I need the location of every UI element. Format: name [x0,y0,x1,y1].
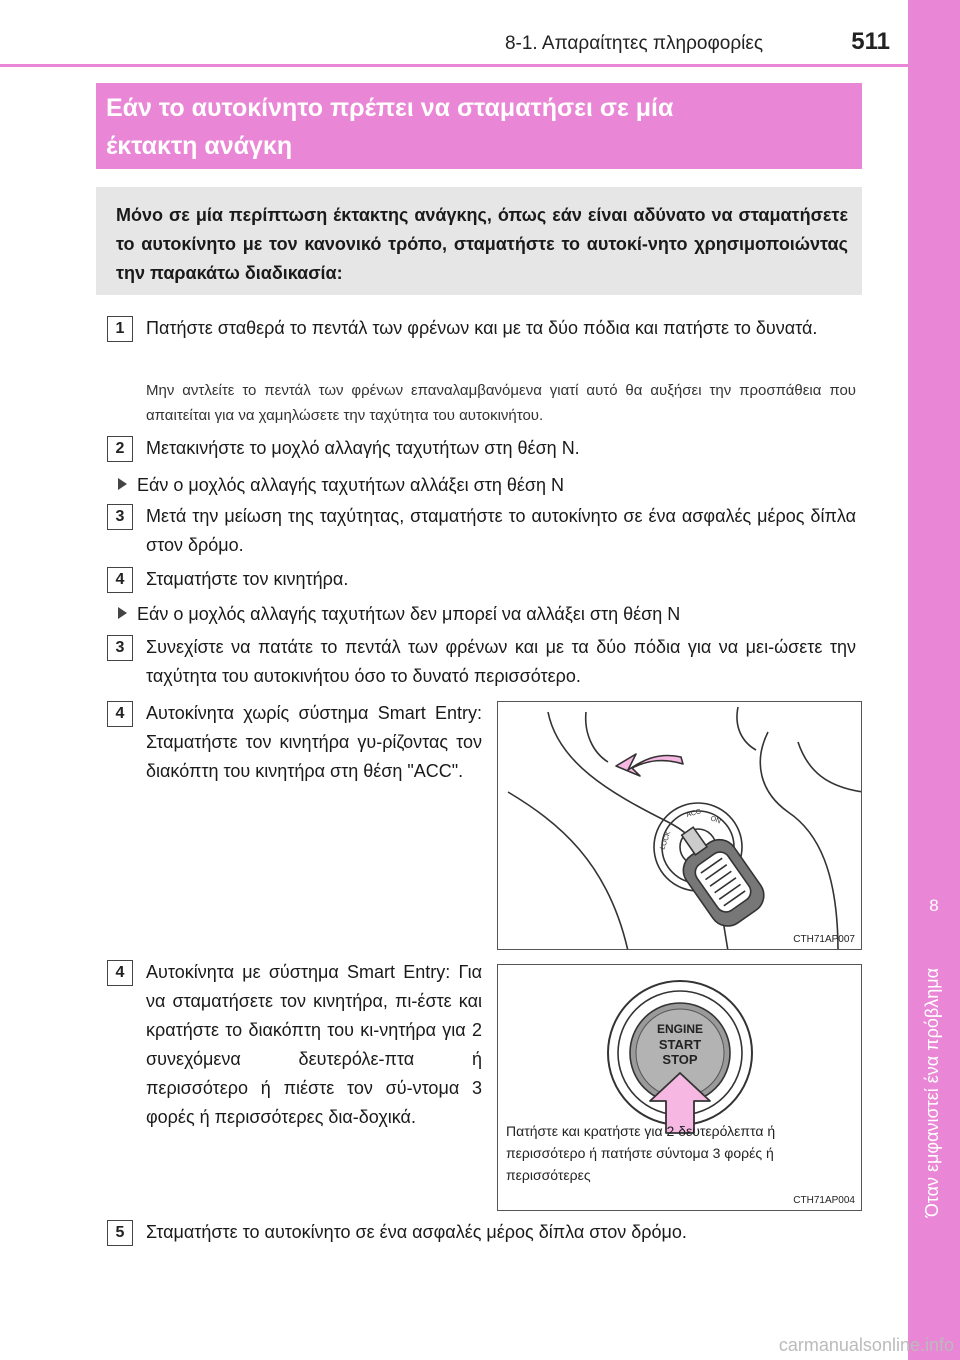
header-divider [0,64,908,67]
step-number: 2 [107,436,133,462]
condition-text: Εάν ο μοχλός αλλαγής ταχυτήτων δεν μπορεί να αλλάξει στη θέση N [137,604,681,624]
step-text: Σταματήστε το αυτοκίνητο σε ένα ασφαλές μέρος δίπλα στον δρόμο. [146,1222,687,1242]
triangle-bullet-icon [118,607,127,619]
section-title: 8-1. Απαραίτητες πληροφορίες [504,33,763,54]
step-text: Αυτοκίνητα χωρίς σύστημα Smart Entry: Σταματήστε τον κινητήρα γυ-ρίζοντας τον διακόπτη του κινητήρα στη θέση "ACC". [146,703,482,781]
rotate-arrow-icon [616,754,683,776]
chapter-title: Όταν εμφανιστεί ένα πρόβλημα [922,968,942,1218]
chapter-side-tab [908,0,960,1360]
step-text: Συνεχίστε να πατάτε το πεντάλ των φρένων και με τα δύο πόδια για να μει-ώσετε την ταχύτητα του αυτοκινήτου όσο το δυνατό περισσότερο. [146,637,856,686]
dial-label: ACC [685,808,702,819]
step-number: 4 [107,567,133,593]
dial-label: LOCK [659,830,673,851]
step-number: 3 [107,635,133,661]
intro-text: Μόνο σε μία περίπτωση έκτακτης ανάγκης, όπως εάν είναι αδύνατο να σταματήσετε το αυτοκίνητο με τον κανονικό τρόπο, σταματήστε το αυτοκί-νητο χρησιμοποιώντας την παρακάτω διαδικασία: [116,205,848,283]
page-header [0,0,908,64]
step-number: 5 [107,1220,133,1246]
page-title-line-2: έκτακτη ανάγκη [106,132,293,160]
step-text: Αυτοκίνητα με σύστημα Smart Entry: Για να σταματήσετε τον κινητήρα, πι-έστε και κρατήστε το διακόπτη του κι-νητήρα για 2 συνεχόμενα δευτερόλε-πτα ή περισσότερο ή πιέστε τον σύ-ντομα 3 φορές ή περισσότερες δια-δοχικά. [146,962,482,1127]
figure-caption: Πατήστε και κρατήστε για 2 δευτερόλεπτα ή περισσότερο ή πατήστε σύντομα 3 φορές ή περισσότερες [506,1123,776,1183]
engine-button-figure [497,964,862,1211]
condition-heading [118,471,856,500]
step-number: 4 [107,960,133,986]
page-number: 511 [851,28,890,55]
step-number: 4 [107,701,133,727]
step-number: 3 [107,504,133,530]
button-label: STOP [662,1052,698,1067]
step-text: Μετακινήστε το μοχλό αλλαγής ταχυτήτων στη θέση N. [146,438,580,458]
page-title-banner [96,83,862,169]
step-text: Μετά την μείωση της ταχύτητας, σταματήστε το αυτοκίνητο σε ένα ασφαλές μέρος δίπλα στον δρόμο. [146,506,856,555]
figure-code: CTH71AP007 [793,934,855,945]
page-title-line-1: Εάν το αυτοκίνητο πρέπει να σταματήσει σε μία [106,94,674,122]
step-note: Μην αντλείτε το πεντάλ των φρένων επαναλαμβανόμενα γιατί αυτό θα αυξήσει την προσπάθεια που απαιτείται για να χαμηλώσετε την ταχύτητα του αυτοκινήτου. [146,382,856,424]
figure-code: CTH71AP004 [793,1195,855,1206]
intro-box [96,187,862,295]
watermark: carmanualsonline.info [778,1335,954,1355]
triangle-bullet-icon [118,478,127,490]
step-text: Σταματήστε τον κινητήρα. [146,569,349,589]
step-text: Πατήστε σταθερά το πεντάλ των φρένων και με τα δύο πόδια και πατήστε το δυνατά. [146,318,818,338]
chapter-number: 8 [929,896,939,915]
button-label: START [658,1037,702,1052]
ignition-key-illustration [498,702,862,950]
dial-label: ON [709,815,722,826]
ignition-key-figure [497,701,862,950]
condition-text: Εάν ο μοχλός αλλαγής ταχυτήτων αλλάξει στη θέση N [137,475,565,495]
step-number: 1 [107,316,133,342]
condition-heading [118,600,856,629]
button-label: ENGINE [656,1022,704,1036]
